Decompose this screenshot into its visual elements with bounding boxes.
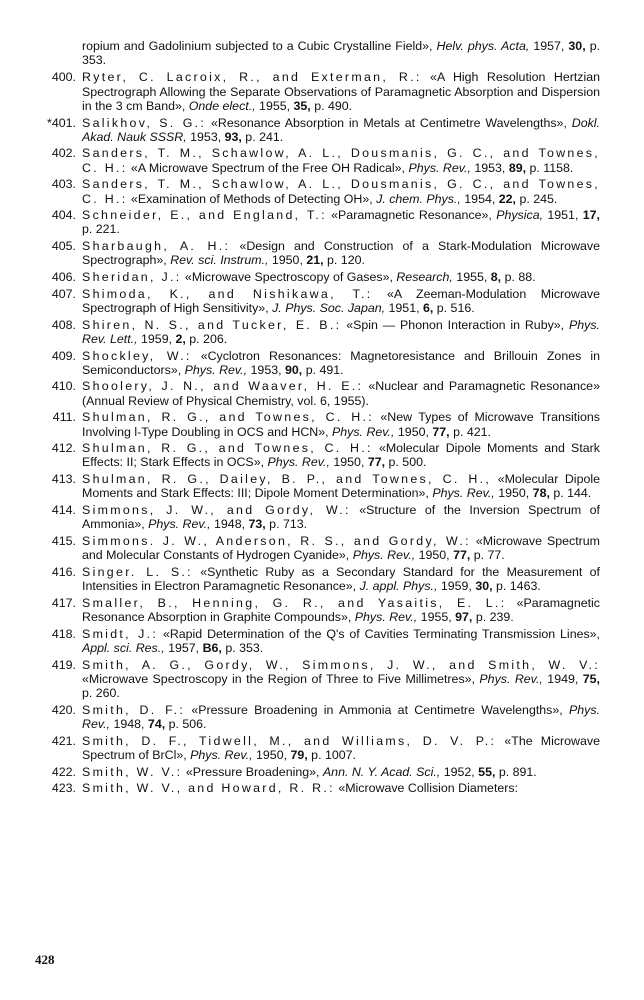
reference-year: 1950, bbox=[333, 455, 365, 470]
reference-journal: Phys. Rev., bbox=[432, 486, 495, 501]
reference-pages: p. 490. bbox=[314, 98, 353, 113]
reference-year: 1951, bbox=[547, 208, 579, 223]
reference-journal: Phys. Rev., bbox=[148, 517, 211, 532]
reference-number: 404. bbox=[51, 208, 76, 223]
reference-entry bbox=[51, 534, 600, 563]
reference-year: 1953, bbox=[474, 160, 506, 175]
reference-text: «Structure of the Inversion Spectrum of Ammonia», bbox=[82, 503, 600, 532]
reference-entry bbox=[51, 270, 600, 285]
reference-pages: p. 353. bbox=[82, 39, 601, 68]
reference-journal: Research, bbox=[396, 270, 453, 285]
reference-journal: Phys. Rev., bbox=[82, 702, 600, 731]
reference-author: Smith, W. V., and Howard, R. R.: bbox=[82, 781, 335, 796]
reference-entry bbox=[51, 564, 600, 594]
reference-volume: 17, bbox=[582, 208, 600, 223]
reference-journal: J. chem. Phys., bbox=[376, 191, 461, 206]
reference-author: Simmons. J. W., Anderson, R. S., and Gordy, W.: bbox=[82, 534, 471, 548]
reference-year: 1957, bbox=[168, 640, 200, 655]
reference-text: «Paramagnetic Resonance Absorption in Graphite Compounds», bbox=[82, 595, 600, 625]
reference-entry bbox=[51, 595, 600, 625]
reference-year: 1950, bbox=[397, 424, 429, 439]
reference-author: Shiren, N. S., and Tucker, E. B.: bbox=[82, 317, 342, 332]
reference-continuation bbox=[82, 39, 600, 67]
reference-number: 402. bbox=[51, 146, 76, 161]
reference-journal: Phys. Rev., bbox=[479, 671, 543, 686]
reference-pages: p. 421. bbox=[453, 424, 491, 439]
reference-number: 411. bbox=[52, 410, 76, 425]
reference-number: 403. bbox=[51, 177, 76, 192]
reference-year: 1950, bbox=[418, 548, 450, 563]
reference-text: «Examination of Methods of Detecting OH», bbox=[130, 191, 373, 206]
reference-text: «Rapid Determination of the Q's of Cavities Terminating Transmission Lines», bbox=[162, 626, 601, 641]
reference-volume: 77, bbox=[453, 548, 471, 563]
reference-year: 1949, bbox=[547, 671, 579, 686]
reference-entry bbox=[51, 177, 600, 206]
reference-text: «Microwave Spectrum and Molecular Constants of Hydrogen Cyanide», bbox=[82, 534, 600, 563]
reference-year: 1948, bbox=[214, 517, 246, 532]
reference-text: «Microwave Collision Diameters: bbox=[338, 781, 519, 796]
reference-number: 410. bbox=[51, 379, 76, 394]
reference-number: 423. bbox=[51, 781, 76, 796]
reference-journal: Phys. Rev., bbox=[190, 747, 253, 762]
reference-year: 1948, bbox=[113, 716, 145, 731]
reference-entry bbox=[52, 410, 600, 439]
reference-year: 1957, bbox=[533, 39, 565, 53]
reference-text: «A Microwave Spectrum of the Free OH Radical», bbox=[130, 160, 406, 175]
reference-author: Shoolery, J. N., and Waaver, H. E.: bbox=[82, 379, 364, 394]
reference-volume: B6, bbox=[202, 640, 222, 655]
reference-year: 1955, bbox=[259, 98, 291, 113]
reference-pages: p. 891. bbox=[498, 764, 537, 779]
reference-text: «Nuclear and Paramagnetic Resonance» (Annual Review of Physical Chemistry, vol. 6, 1955). bbox=[82, 379, 600, 408]
reference-text: «Pressure Broadening», bbox=[185, 764, 320, 779]
reference-pages: p. 353. bbox=[225, 640, 264, 655]
reference-number: 412. bbox=[51, 441, 76, 456]
reference-entry bbox=[51, 239, 600, 268]
reference-pages: p. 506. bbox=[168, 716, 207, 731]
reference-author: Smith, D. F.: bbox=[82, 702, 186, 717]
reference-entry bbox=[51, 733, 600, 762]
reference-number: *401. bbox=[47, 115, 76, 130]
reference-text: «New Types of Microwave Transitions Involving l-Type Doubling in OCS and HCN», bbox=[82, 410, 600, 439]
reference-pages: p. 77. bbox=[473, 548, 505, 563]
reference-year: 1959, bbox=[440, 579, 472, 594]
reference-author: Shulman, R. G., and Townes, C. H.: bbox=[82, 410, 374, 425]
reference-volume: 97, bbox=[455, 610, 473, 625]
reference-pages: p. 239. bbox=[475, 610, 514, 625]
reference-journal: Phys. Rev., bbox=[267, 455, 330, 470]
reference-text: «Molecular Dipole Moments and Stark Effects: II; Stark Effects in OCS», bbox=[82, 441, 600, 470]
reference-pages: p. 245. bbox=[519, 191, 558, 206]
reference-year: 1953, bbox=[250, 362, 282, 377]
reference-pages: p. 241. bbox=[245, 129, 284, 144]
reference-author: Smith, D. F., Tidwell, M., and Williams, D. V. P.: bbox=[82, 733, 497, 748]
reference-author: Smaller, B., Henning, G. R., and Yasaitis, E. L.: bbox=[82, 595, 507, 610]
reference-journal: J. Phys. Soc. Japan, bbox=[272, 300, 386, 315]
reference-journal: Phys. Rev., bbox=[352, 548, 416, 563]
reference-number: 409. bbox=[51, 348, 76, 363]
reference-number: 418. bbox=[51, 626, 76, 641]
reference-year: 1959, bbox=[141, 331, 173, 346]
reference-volume: 73, bbox=[248, 517, 266, 532]
reference-author: Sheridan, J.: bbox=[82, 270, 182, 285]
reference-text: «The Microwave Spectrum of BrCl», bbox=[82, 733, 600, 762]
reference-number: 414. bbox=[51, 503, 76, 518]
reference-entry bbox=[51, 472, 600, 501]
reference-author: Salikhov, S. G.: bbox=[82, 115, 207, 130]
reference-author: Shulman, R. G., and Townes, C. H.: bbox=[82, 441, 373, 456]
reference-year: 1954, bbox=[464, 191, 496, 206]
reference-journal: J. appl. Phys., bbox=[359, 579, 438, 594]
reference-text: «Spin — Phonon Interaction in Ruby», bbox=[346, 317, 565, 332]
reference-pages: p. 221. bbox=[82, 222, 120, 237]
reference-number: 416. bbox=[51, 564, 76, 579]
reference-journal: Phys. Rev., bbox=[332, 424, 395, 439]
reference-year: 1955, bbox=[420, 610, 452, 625]
reference-pages: p. 1158. bbox=[529, 160, 574, 175]
reference-volume: 74, bbox=[147, 716, 166, 731]
reference-volume: 89, bbox=[508, 160, 527, 175]
reference-pages: p. 206. bbox=[189, 331, 228, 346]
reference-number: 422. bbox=[51, 764, 76, 779]
reference-volume: 8, bbox=[490, 270, 502, 285]
reference-journal: Physica, bbox=[496, 208, 544, 223]
reference-journal: Phys. Rev. Lett., bbox=[82, 317, 600, 346]
reference-text: «A Zeeman-Modulation Microwave Spectrograph of High Sensitivity», bbox=[82, 286, 600, 315]
reference-pages: p. 144. bbox=[553, 486, 592, 501]
reference-author: Sanders, T. M., Schawlow, A. L., Dousmanis, G. C., and Townes, C. H.: bbox=[82, 146, 600, 175]
reference-author: Smidt, J.: bbox=[82, 626, 159, 641]
reference-volume: 75, bbox=[582, 671, 600, 686]
page-number: 428 bbox=[35, 952, 55, 967]
reference-pages: p. 516. bbox=[436, 300, 475, 315]
reference-year: 1950, bbox=[256, 747, 288, 762]
reference-number: 413. bbox=[51, 472, 76, 487]
reference-journal: Helv. phys. Acta, bbox=[436, 39, 530, 53]
reference-author: Smith, W. V.: bbox=[82, 764, 183, 779]
reference-volume: 79, bbox=[290, 747, 308, 762]
reference-entry bbox=[51, 317, 600, 346]
reference-volume: 78, bbox=[532, 486, 550, 501]
reference-author: Singer. L. S.: bbox=[82, 564, 193, 579]
reference-journal: Phys. Rev., bbox=[408, 160, 471, 175]
reference-year: 1950, bbox=[271, 253, 303, 268]
reference-author: Shockley, W.: bbox=[82, 348, 192, 363]
reference-number: 406. bbox=[51, 270, 76, 285]
reference-volume: 55, bbox=[478, 764, 496, 779]
reference-author: Ryter, C. Lacroix, R., and Exterman, R.: bbox=[82, 70, 422, 85]
reference-entry bbox=[51, 702, 600, 731]
reference-volume: 93, bbox=[224, 129, 242, 144]
reference-volume: 21, bbox=[306, 253, 324, 268]
reference-year: 1955, bbox=[456, 270, 488, 285]
reference-author: Schneider, E., and England, T.: bbox=[82, 208, 327, 223]
reference-number: 400. bbox=[51, 70, 76, 85]
reference-author: Sanders, T. M., Schawlow, A. L., Dousmanis, G. C., and Townes, C. H.: bbox=[82, 177, 600, 206]
reference-number: 419. bbox=[51, 657, 76, 672]
reference-volume: 77, bbox=[432, 424, 450, 439]
reference-journal: Rev. sci. Instrum., bbox=[170, 253, 269, 268]
reference-journal: Onde elect., bbox=[188, 98, 256, 113]
reference-pages: p. 120. bbox=[327, 253, 365, 268]
reference-number: 421. bbox=[51, 733, 76, 748]
reference-year: 1950, bbox=[498, 486, 530, 501]
reference-journal: Phys. Rev., bbox=[354, 610, 418, 625]
reference-pages: p. 88. bbox=[504, 270, 536, 285]
reference-entry bbox=[51, 626, 601, 655]
reference-author: Smith, A. G., Gordy, W., Simmons, J. W., and Smith, W. V.: bbox=[82, 657, 600, 672]
reference-pages: p. 1463. bbox=[496, 579, 541, 594]
reference-volume: 90, bbox=[285, 362, 303, 377]
reference-entry bbox=[51, 208, 600, 237]
reference-pages: p. 500. bbox=[388, 455, 427, 470]
reference-year: 1952, bbox=[443, 764, 475, 779]
reference-entry bbox=[51, 146, 600, 175]
reference-entry bbox=[51, 379, 600, 408]
reference-volume: 2, bbox=[175, 331, 186, 346]
reference-entry bbox=[51, 657, 600, 701]
reference-entry bbox=[51, 441, 600, 470]
reference-volume: 30, bbox=[568, 39, 586, 53]
reference-year: 1953, bbox=[190, 129, 222, 144]
reference-text: «Paramagnetic Resonance», bbox=[331, 208, 492, 223]
reference-entry bbox=[51, 781, 600, 796]
reference-journal: Phys. Rev., bbox=[184, 362, 248, 377]
reference-entry bbox=[51, 348, 600, 377]
reference-journal: Appl. sci. Res., bbox=[82, 640, 165, 655]
reference-year: 1951, bbox=[388, 300, 420, 315]
reference-volume: 35, bbox=[293, 98, 311, 113]
reference-number: 405. bbox=[51, 239, 76, 254]
reference-entry bbox=[47, 115, 600, 144]
reference-journal: Ann. N. Y. Acad. Sci., bbox=[322, 764, 441, 779]
reference-text: «Synthetic Ruby as a Secondary Standard for the Measurement of Intensities in Electron Paramagnetic Resonance», bbox=[82, 564, 600, 594]
reference-text: «A High Resolution Hertzian Spectrograph Allowing the Separate Observations of Paramagnetic Absorption and Dispersion in the 3 cm Band», bbox=[82, 70, 601, 113]
reference-author: Simmons, J. W., and Gordy, W.: bbox=[82, 503, 351, 518]
reference-volume: 77, bbox=[367, 455, 386, 470]
reference-author: Sharbaugh, A. H.: bbox=[82, 239, 231, 254]
reference-number: 408. bbox=[51, 317, 76, 332]
reference-list bbox=[47, 39, 601, 798]
reference-text: «Microwave Spectroscopy in the Region of Three to Five Millimetres», bbox=[82, 671, 475, 686]
reference-pages: p. 713. bbox=[269, 517, 308, 532]
reference-text: «Pressure Broadening in Ammonia at Centimetre Wavelengths», bbox=[191, 702, 563, 717]
reference-author: Shulman, R. G., Dailey, B. P., and Townes, C. H., bbox=[82, 472, 492, 487]
reference-volume: 22, bbox=[498, 191, 516, 206]
reference-entry bbox=[51, 286, 600, 315]
reference-pages: p. 1007. bbox=[311, 747, 356, 762]
reference-text: «Design and Construction of a Stark-Modulation Microwave Spectrograph», bbox=[82, 239, 600, 268]
reference-volume: 30, bbox=[475, 579, 493, 594]
reference-number: 420. bbox=[51, 702, 76, 717]
reference-text: «Microwave Spectroscopy of Gases», bbox=[184, 270, 393, 285]
reference-text: «Resonance Absorption in Metals at Centimetre Wavelengths», bbox=[211, 115, 567, 130]
reference-text: «Molecular Dipole Moments and Stark Effects: III; Dipole Moment Determination», bbox=[82, 472, 600, 501]
reference-volume: 6, bbox=[422, 300, 434, 315]
reference-number: 407. bbox=[51, 286, 76, 301]
reference-author: Shimoda, K., and Nishikawa, T.: bbox=[82, 286, 373, 301]
reference-entry bbox=[51, 503, 600, 532]
reference-number: 417. bbox=[51, 595, 76, 610]
reference-number: 415. bbox=[51, 534, 76, 548]
reference-entry bbox=[51, 764, 600, 779]
reference-entry bbox=[51, 70, 601, 113]
reference-text: «Cyclotron Resonances: Magnetoresistance and Brillouin Zones in Semiconductors», bbox=[82, 348, 600, 377]
reference-text: ropium and Gadolinium subjected to a Cubic Crystalline Field», bbox=[82, 39, 433, 53]
reference-journal: Dokl. Akad. Nauk SSSR, bbox=[82, 115, 600, 144]
reference-pages: p. 260. bbox=[82, 686, 120, 701]
reference-pages: p. 491. bbox=[305, 362, 344, 377]
